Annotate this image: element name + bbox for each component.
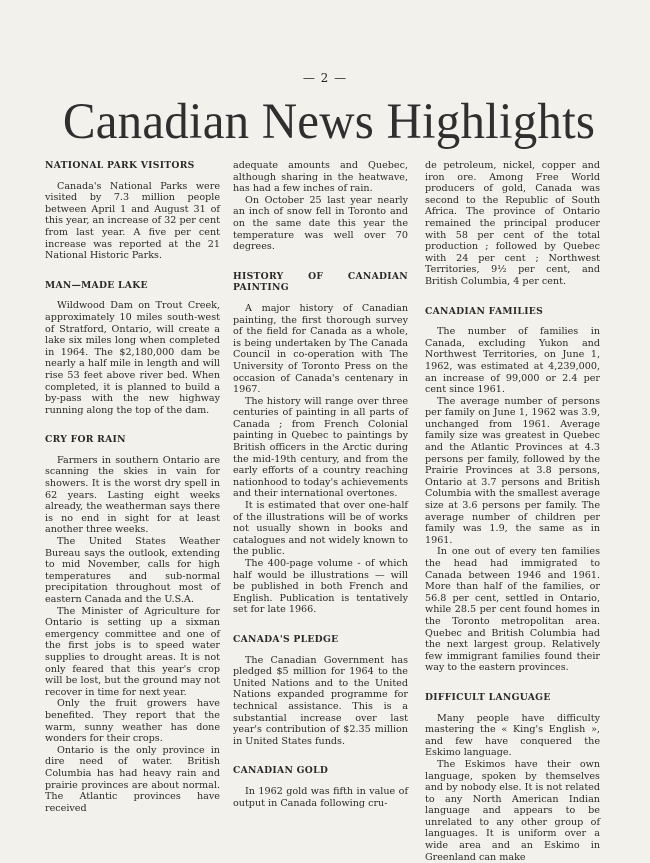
section-spacer xyxy=(233,253,408,271)
masthead-title: Canadian News Highlights xyxy=(62,94,596,150)
article-paragraph: The United States Weather Bureau says the outlook, extending to mid November, calls for high temperatures and sub-normal precipitation throughout most of eastern Canada and the U.S.A. xyxy=(45,536,220,605)
section-heading: DIFFICULT LANGUAGE xyxy=(425,691,551,703)
section-heading: CANADIAN FAMILIES xyxy=(425,305,544,317)
section-spacer xyxy=(425,674,600,692)
article-paragraph: The Eskimos have their own language, spoken by themselves and by nobody else. It is not related to any North American Indian language and appears to be unrelated to any other group of languages. It is uniform over a wide area and an Eskimo in Greenland can make xyxy=(425,758,600,863)
section-spacer xyxy=(233,616,408,634)
article-paragraph: The history will range over three centuries of painting in all parts of Canada ; from French Colonial painting in Quebec to paintings by British officers in the Arctic during the mid-19th century, and from the early efforts of a country reaching nationhood to today's achievements and their international overtones. xyxy=(233,395,408,500)
article-paragraph: A major history of Canadian painting, the first thorough survey of the field for Canada as a whole, is being undertaken by The Canada Council in co-operation with The University of Toronto Press on the occasion of Canada's centenary in 1967. xyxy=(233,302,408,396)
article-paragraph: Ontario is the only province in dire need of water. British Columbia has had heavy rain and prairie provinces are about normal. The Atlantic provinces have received xyxy=(45,744,220,814)
article-paragraph: In 1962 gold was fifth in value of output in Canada following cru- xyxy=(233,785,408,809)
section-heading: CRY FOR RAIN xyxy=(45,434,126,446)
column-3 xyxy=(425,160,600,863)
article-paragraph: Many people have difficulty mastering the « King's English », and few have conquered the Eskimo language. xyxy=(425,712,600,759)
article-paragraph: The 400-page volume - of which half would be illustrations — will be published in both French and English. Publication is tentatively set for late 1966. xyxy=(233,558,408,616)
column-1 xyxy=(45,160,220,814)
section-heading: MAN—MADE LAKE xyxy=(45,279,148,291)
article-paragraph: Farmers in southern Ontario are scanning the skies in vain for showers. It is the worst dry spell in 62 years. Lasting eight weeks already, the weatherman says there is no end in sight for at least another three weeks. xyxy=(45,454,220,536)
article-paragraph: The Canadian Government has pledged $5 million for 1964 to the United Nations and to the United Nations expanded programme for technical assistance. This is a substantial increase over last year's contribution of $2.35 million in United States funds. xyxy=(233,654,408,747)
section-spacer xyxy=(45,416,220,434)
article-paragraph: Wildwood Dam on Trout Creek, approximately 10 miles south-west of Stratford, Ontario, will create a lake six miles long when completed in 1964. The $2,180,000 dam be nearly a half mile in length and will rise 53 feet above river bed. When completed, it is planned to build a by-pass with the new highway running along the top of the dam. xyxy=(45,300,220,416)
section-heading: CANADA'S PLEDGE xyxy=(233,633,339,645)
article-paragraph: Canada's National Parks were visited by 7.3 million people between April 1 and August 31 of this year, an increase of 32 per cent from last year. A five per cent increase was reported at the 21 National Historic Parks. xyxy=(45,180,220,262)
article-paragraph: It is estimated that over one-half of the illustrations will be of works not usually shown in books and catalogues and not widely known to the public. xyxy=(233,500,408,558)
article-paragraph: In one out of every ten families the head had immigrated to Canada between 1946 and 1961. More than half of the families, or 56.8 per cent, settled in Ontario, while 28.5 per cent found homes in the Toronto metropolitan area. Quebec and British Columbia had the next largest group. Relatively few immigrant families found their way to the eastern provinces. xyxy=(425,546,600,674)
section-spacer xyxy=(45,262,220,280)
section-heading: CANADIAN GOLD xyxy=(233,765,329,777)
section-heading: HISTORY OF CANADIAN PAINTING xyxy=(233,270,408,294)
section-spacer xyxy=(233,747,408,765)
article-paragraph: The average number of persons per family on June 1, 1962 was 3.9, unchanged from 1961. Average family size was greatest in Quebec and the Atlantic Provinces at 4.3 persons per family, followed by the Prairie Provinces at 3.8 persons, Ontario at 3.7 persons and British Columbia with the smallest average size at 3.6 persons per family. The average number of children per family was 1.9, the same as in 1961. xyxy=(425,395,600,546)
section-spacer xyxy=(425,288,600,306)
column-2 xyxy=(233,160,408,809)
article-paragraph: adequate amounts and Quebec, although sharing in the heatwave, has had a few inches of rain. xyxy=(233,160,408,195)
section-heading: NATIONAL PARK VISITORS xyxy=(45,160,195,171)
article-paragraph: On October 25 last year nearly an inch of snow fell in Toronto and on the same date this year the temperature was well over 70 degrees. xyxy=(233,194,408,253)
article-paragraph: de petroleum, nickel, copper and iron ore. Among Free World producers of gold, Canada was second to the Republic of South Africa. The province of Ontario remained the principal producer with 58 per cent of the total production ; followed by Quebec with 24 per cent ; Northwest Territories, 9½ per cent, and British Columbia, 4 per cent. xyxy=(425,160,600,287)
article-paragraph: The Minister of Agriculture for Ontario is setting up a sixman emergency committee and one of the first jobs is to speed water supplies to drought areas. It is not only feared that this year's crop will be lost, but the ground may not recover in time for next year. xyxy=(45,605,220,698)
article-paragraph: The number of families in Canada, excluding Yukon and Northwest Territories, on June 1, 1962, was estimated at 4,239,000, an increase of 99,000 or 2.4 per cent since 1961. xyxy=(425,326,600,396)
article-paragraph: Only the fruit growers have benefited. They report that the warm, sunny weather has done wonders for their crops. xyxy=(45,698,220,745)
page-number: — 2 — xyxy=(302,71,348,85)
